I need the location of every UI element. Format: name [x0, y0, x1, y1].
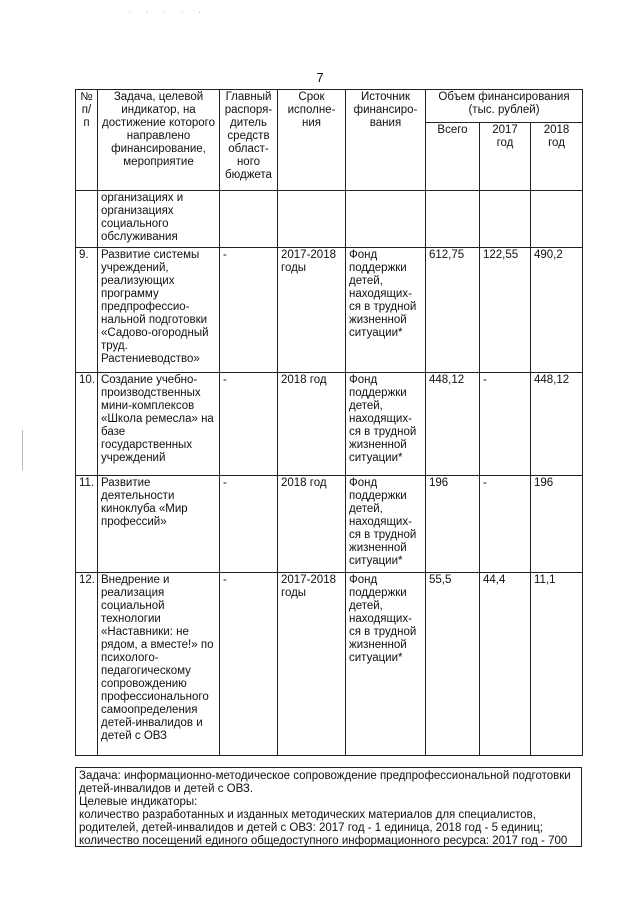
table-row	[76, 248, 583, 373]
header-volume: Объем финансирования (тыс. рублей)	[426, 90, 583, 123]
footer-indicator-line: количество посещений единого общедоступного информационного ресурса: 2017 год - 700	[79, 835, 568, 847]
footer-indicator-line: родителей, детей-инвалидов и детей с ОВЗ: 2017 год - 1 единица, 2018 год - 5 единиц;	[79, 822, 543, 834]
row-source	[346, 191, 426, 248]
row-2017: 44,4	[480, 573, 531, 756]
table-row	[76, 373, 583, 476]
table-row	[76, 573, 583, 756]
row-term: 2017-2018 годы	[278, 573, 346, 756]
header-source: Источник финансиро- вания	[346, 90, 426, 191]
footer-task-line: Задача: информационно-методическое сопровождение предпрофессиональной подготовки	[79, 770, 571, 782]
scan-margin-mark	[22, 430, 23, 470]
header-num: № п/п	[76, 90, 98, 191]
table-header-row	[76, 90, 583, 123]
row-2018: 11,1	[531, 573, 583, 756]
row-source: Фонд поддержки детей, находящих- ся в трудной жизненной ситуации*	[346, 373, 426, 476]
table-row	[76, 476, 583, 573]
header-term: Срок исполне- ния	[278, 90, 346, 191]
header-admin: Главный распоря- дитель средств област- ного бюджета	[220, 90, 278, 191]
row-admin: -	[220, 373, 278, 476]
row-2017: -	[480, 373, 531, 476]
row-num: 10.	[76, 373, 98, 476]
header-2018: 2018 год	[531, 123, 583, 191]
row-total: 55,5	[426, 573, 480, 756]
row-term: 2018 год	[278, 476, 346, 573]
row-task: Создание учебно- производственных мини-комплексов «Школа ремесла» на базе государственных учреждений	[98, 373, 220, 476]
row-admin	[220, 191, 278, 248]
row-2018: 196	[531, 476, 583, 573]
row-total	[426, 191, 480, 248]
row-total: 448,12	[426, 373, 480, 476]
row-2018	[531, 191, 583, 248]
financing-table	[75, 89, 583, 756]
footer-indicators-heading: Целевые индикаторы:	[79, 796, 198, 808]
header-total: Всего	[426, 123, 480, 191]
row-term: 2017-2018 годы	[278, 248, 346, 373]
row-num: 12.	[76, 573, 98, 756]
row-source: Фонд поддержки детей, находящих- ся в трудной жизненной ситуации*	[346, 248, 426, 373]
row-2017	[480, 191, 531, 248]
row-num	[76, 191, 98, 248]
row-2018: 490,2	[531, 248, 583, 373]
row-2018: 448,12	[531, 373, 583, 476]
row-source: Фонд поддержки детей, находящих- ся в трудной жизненной ситуации*	[346, 476, 426, 573]
row-term: 2018 год	[278, 373, 346, 476]
footer-task-line: детей-инвалидов и детей с ОВЗ.	[79, 783, 254, 795]
table-row	[76, 191, 583, 248]
row-task: Внедрение и реализация социальной технологии «Наставники: не рядом, а вместе!» по психолого- педагогическому сопровождению профессионального самоопределения детей-инвалидов и детей с ОВЗ	[98, 573, 220, 756]
footer-indicator-line: количество разработанных и изданных методических материалов для специалистов,	[79, 809, 536, 821]
row-2017: -	[480, 476, 531, 573]
row-admin: -	[220, 476, 278, 573]
row-admin: -	[220, 248, 278, 373]
row-num: 9.	[76, 248, 98, 373]
row-total: 196	[426, 476, 480, 573]
row-2017: 122,55	[480, 248, 531, 373]
row-num: 11.	[76, 476, 98, 573]
scan-artifact: · · · · ·	[128, 7, 207, 17]
row-admin: -	[220, 573, 278, 756]
task-footer-block	[75, 767, 582, 847]
header-2017: 2017 год	[480, 123, 531, 191]
row-task: Развитие деятельности киноклуба «Мир профессий»	[98, 476, 220, 573]
row-task: организациях и организациях социального обслуживания	[98, 191, 220, 248]
row-term	[278, 191, 346, 248]
row-total: 612,75	[426, 248, 480, 373]
header-task: Задача, целевой индикатор, на достижение которого направлено финансирование, мероприятие	[98, 90, 220, 191]
row-source: Фонд поддержки детей, находящих- ся в трудной жизненной ситуации*	[346, 573, 426, 756]
page-number: 7	[316, 70, 324, 85]
row-task: Развитие системы учреждений, реализующих программу предпрофессио- нальной подготовки «Садово-огородный труд. Растениеводство»	[98, 248, 220, 373]
